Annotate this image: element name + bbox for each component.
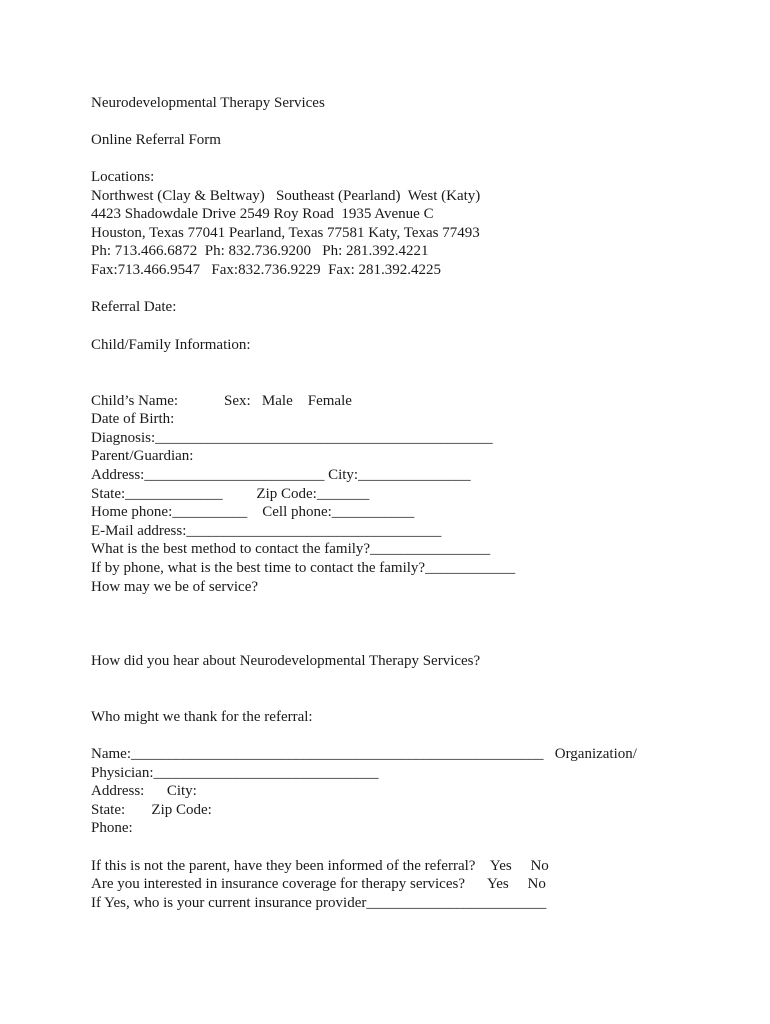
phone-fields[interactable]: Home phone:__________ Cell phone:___________ <box>91 504 415 520</box>
service-question[interactable]: How may we be of service? <box>91 579 259 595</box>
referral-date-field[interactable]: Referral Date: <box>91 299 177 315</box>
date-of-birth-field[interactable]: Date of Birth: <box>91 411 175 427</box>
best-time-field[interactable]: If by phone, what is the best time to contact the family?____________ <box>91 560 516 576</box>
locations-streets: 4423 Shadowdale Drive 2549 Roy Road 1935 Avenue C <box>91 206 434 222</box>
referrer-address-city-field[interactable]: Address: City: <box>91 783 197 799</box>
contact-method-field[interactable]: What is the best method to contact the family?________________ <box>91 541 491 557</box>
address-city-field[interactable]: Address:________________________ City:_______________ <box>91 467 471 483</box>
locations-phones: Ph: 713.466.6872 Ph: 832.736.9200 Ph: 281.392.4221 <box>91 243 429 259</box>
child-family-heading: Child/Family Information: <box>91 337 251 353</box>
locations-cities: Houston, Texas 77041 Pearland, Texas 77581 Katy, Texas 77493 <box>91 225 480 241</box>
form-title: Online Referral Form <box>91 132 221 148</box>
locations-names: Northwest (Clay & Beltway) Southeast (Pearland) West (Katy) <box>91 188 481 204</box>
referrer-state-zip-field[interactable]: State: Zip Code: <box>91 802 212 818</box>
sex-options[interactable]: Sex: Male Female <box>224 393 352 409</box>
referrer-physician-field[interactable]: Physician:______________________________ <box>91 765 379 781</box>
referrer-phone-field[interactable]: Phone: <box>91 820 133 836</box>
referrer-name-org-field[interactable]: Name:_______________________________________________________ Organization/ <box>91 746 637 762</box>
parent-informed-question[interactable]: If this is not the parent, have they been informed of the referral? Yes No <box>91 858 549 874</box>
childs-name-field[interactable]: Child’s Name: <box>91 393 179 409</box>
insurance-provider-field[interactable]: If Yes, who is your current insurance provider________________________ <box>91 895 547 911</box>
org-name: Neurodevelopmental Therapy Services <box>91 95 325 111</box>
email-field[interactable]: E-Mail address:__________________________________ <box>91 523 442 539</box>
locations-label: Locations: <box>91 169 155 185</box>
parent-guardian-field[interactable]: Parent/Guardian: <box>91 448 194 464</box>
referrer-heading: Who might we thank for the referral: <box>91 709 313 725</box>
state-zip-field[interactable]: State:_____________ Zip Code:_______ <box>91 486 370 502</box>
locations-faxes: Fax:713.466.9547 Fax:832.736.9229 Fax: 281.392.4225 <box>91 262 442 278</box>
insurance-interest-question[interactable]: Are you interested in insurance coverage for therapy services? Yes No <box>91 876 546 892</box>
diagnosis-field[interactable]: Diagnosis:_____________________________________________ <box>91 430 493 446</box>
heard-about-question[interactable]: How did you hear about Neurodevelopmental Therapy Services? <box>91 653 481 669</box>
